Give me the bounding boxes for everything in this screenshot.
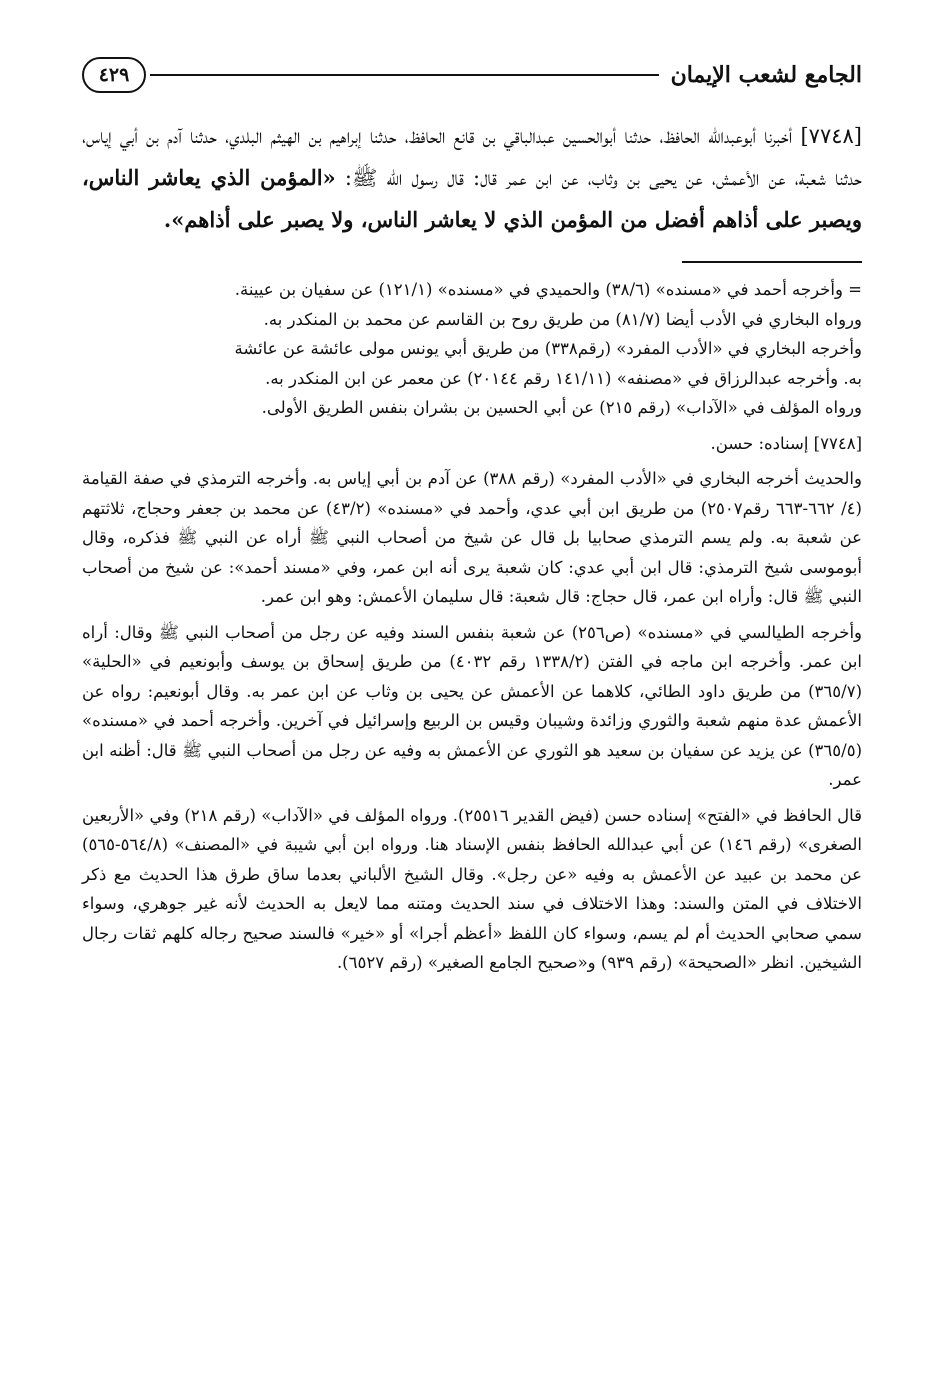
header-rule (150, 74, 659, 76)
footnote-paragraph-routes: وأخرجه الطيالسي في «مسنده» (ص٢٥٦) عن شعبة بنفس السند وفيه عن رجل من أصحاب النبي ﷺ وقال: أراه ابن عمر. وأخرجه ابن ماجه في الفتن (١٣٣٨/٢ رقم ٤٠٣٢) من طريق إسحاق بن يوسف وأبونعيم في «الحلية» (٣٦٥/٧) من طريق داود الطائي، كلاهما عن الأعمش عن يحيى بن وثاب عن ابن عمر به. وقال أبونعيم: رواه عن الأعمش عدة منهم شعبة والثوري وزائدة وشيبان وقيس بن الربيع وإسرائيل في آخرين. وأخرجه أحمد في «مسنده» (٣٦٥/٥) عن يزيد عن سفيان بن سعيد هو الثوري عن الأعمش به وفيه عن رجل من أصحاب النبي ﷺ قال: أظنه ابن عمر. (82, 622, 863, 789)
footnote-paragraph-verdict: قال الحافظ في «الفتح» إسناده حسن (فيض القدير ٢٥٥١٦). ورواه المؤلف في «الآداب» (رقم ٢١٨) وفي «الأربعين الصغرى» (رقم ١٤٦) عن أبي عبدالله الحافظ بنفس الإسناد هنا. ورواه ابن أبي شيبة في «المصنف» (٥٦٤/٨-٥٦٥) عن محمد بن عبيد عن الأعمش به وفيه «عن رجل». وقال الشيخ الألباني بعدما ساق طرق هذا الحديث مع ذكر الاختلاف في المتن والسند: وهذا الاختلاف في سند الحديث ومتنه مما لايعل به الحديث لأنه غير جوهري، وسواء سمي صحابي الحديث أم لم يسم، وسواء كان اللفظ «أعظم أجرا» أو «خير» فالسند صحيح رجاله كلهم ثقات رجال الشيخين. انظر «الصحيحة» (رقم ٩٣٩) و«صحيح الجامع الصغير» (رقم ٦٥٢٧). (82, 805, 863, 972)
page-number: ٤٢٩ (82, 57, 146, 93)
hadith-isnad: [٧٧٤٨] أخبرنا أبوعبدالله الحافظ، حدثنا أبوالحسين عبدالباقي بن قانع الحافظ، حدثنا إبراهيم بن الهيثم البلدي، حدثنا آدم بن أبي إياس، حدثنا شعبة، عن الأعمش، عن يحيى بن وثاب، عن ابن عمر قال: قال رسول الله ﷺ: (82, 124, 862, 190)
book-title: الجامع لشعب الإيمان (670, 62, 862, 88)
hadith-main-text (82, 116, 862, 241)
book-page (82, 48, 862, 1338)
footnote-line: ورواه المؤلف في «الآداب» (رقم ٢١٥) عن أبي الحسين بن بشران بنفس الطريق الأولى. (261, 398, 862, 417)
running-header (82, 48, 862, 102)
hadith-matn: «المؤمن الذي يعاشر الناس، ويصبر على أذاهم أفضل من المؤمن الذي لا يعاشر الناس، ولا يصبر على أذاهم». (82, 165, 862, 232)
footnote-line: = وأخرجه أحمد في «مسنده» (٣٨/٦) والحميدي في «مسنده» (١٢١/١) عن سفيان بن عيينة. (234, 280, 862, 299)
previous-footnote (82, 275, 862, 423)
footnote-line: ورواه البخاري في الأدب أيضا (٨١/٧) من طريق روح بن القاسم عن محمد بن المنكدر به. (263, 309, 862, 329)
footnote-line: به. وأخرجه عبدالرزاق في «مصنفه» (١٤١/١١ رقم ٢٠١٤٤) عن معمر عن ابن المنكدر به. (265, 368, 862, 388)
footnote-paragraph-takhrij: والحديث أخرجه البخاري في «الأدب المفرد» (رقم ٣٨٨) عن آدم بن أبي إياس به. وأخرجه الترمذي في صفة القيامة (٤/ ٦٦٢-٦٦٣ رقم٢٥٠٧) من طريق ابن أبي عدي، وأحمد في «مسنده» (٤٣/٢) عن محمد بن جعفر وحجاج، ثلاثتهم عن شعبة به. ولم يسم الترمذي صحابيا بل قال عن شيخ من أصحاب النبي ﷺ أراه عن النبي ﷺ فذكره، وقال أبوموسى شيخ الترمذي: قال ابن أبي عدي: كان شعبة يرى أنه ابن عمر، وفي «مسند أحمد»: عن شيخ من أصحاب النبي ﷺ قال: وأراه ابن عمر، قال حجاج: قال شعبة: قال سليمان الأعمش: وهو ابن عمر. (82, 469, 862, 606)
footnote-line: وأخرجه البخاري في «الأدب المفرد» (رقم٣٣٨) من طريق أبي يونس مولى عائشة عن عائشة (234, 339, 862, 358)
footnotes (82, 275, 862, 978)
isnad-grade: [٧٧٤٨] إسناده: حسن. (710, 433, 862, 453)
footnote-separator (682, 261, 862, 263)
